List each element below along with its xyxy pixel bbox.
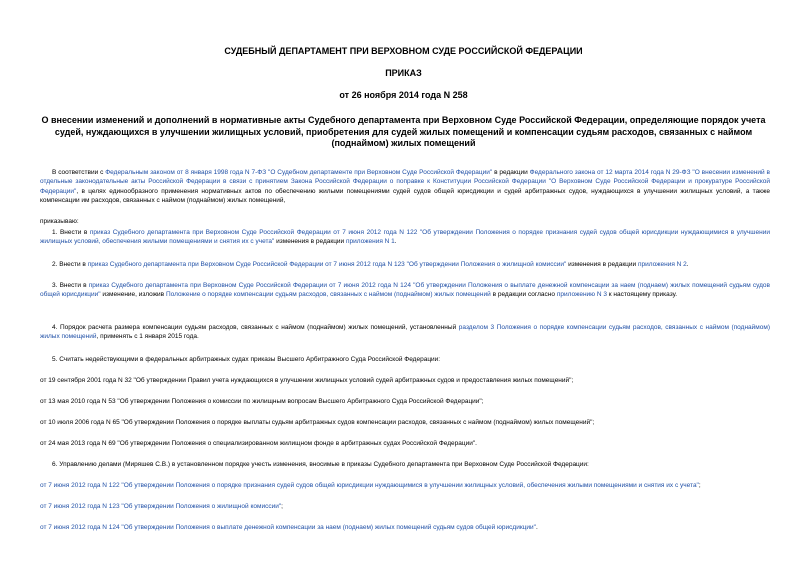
- item-2-text-2: изменения в редакции: [566, 261, 638, 268]
- item-3-text-4: к настоящему приказу.: [606, 291, 678, 299]
- appendix-3-link[interactable]: приложению N 3: [556, 291, 607, 299]
- amended-order-122-end: ;: [698, 482, 701, 489]
- amended-order-122-link[interactable]: от 7 июня 2012 года N 122 "Об утверждении Положения о порядке признания судей судов общей юрисдикции нуждающимися в улучшении жилищных условий, обеспечения жилыми помещениями и снятия их с учета": [40, 482, 699, 489]
- appendix-1-link[interactable]: приложения N 1: [345, 238, 395, 246]
- org-heading: СУДЕБНЫЙ ДЕПАРТАМЕНТ ПРИ ВЕРХОВНОМ СУДЕ РОССИЙСКОЙ ФЕДЕРАЦИИ: [224, 46, 583, 56]
- amended-order-124-end: .: [535, 524, 538, 531]
- doc-type-heading: ПРИКАЗ: [385, 68, 422, 78]
- revoked-order-2: от 13 мая 2010 года N 53 "Об утверждении Положения о комиссии по жилищным вопросам Высшего Арбитражного Суда Российской Федерации";: [40, 398, 484, 405]
- compensation-regulation-link[interactable]: Положение о порядке компенсации судьям расходов, связанных с наймом (поднаймом) жилых помещений: [165, 291, 491, 299]
- doc-title: О внесении изменений и дополнений в нормативные акты Судебного департамента при Верховном Суде Российской Федерации, определяющие порядок учета судей, нуждающихся в улучшении жилищных условий, приобретения для судей жилых помещений и компенсации судьям расходов, связанных с наймом (поднаймом) жилых помещений: [41, 115, 766, 149]
- revoked-order-4: от 24 мая 2013 года N 69 "Об утверждении Положения о специализированном жилищном фонде в арбитражных судах Российской Федерации".: [40, 440, 477, 447]
- item-5-paragraph: 5. Считать недействующими в федеральных арбитражных судах приказы Высшего Арбитражного Суда Российской Федерации:: [52, 356, 441, 363]
- order-123-link[interactable]: приказ Судебного департамента при Верховном Суде Российской Федерации от 7 июня 2012 года N 123 "Об утверждении Положения о жилищной комиссии": [87, 261, 567, 268]
- item-1-text-3: .: [394, 238, 397, 246]
- amended-order-124: [40, 523, 770, 532]
- item-2-paragraph: [40, 260, 770, 269]
- item-1-text-2: изменения в редакции: [274, 238, 346, 246]
- amended-order-124-link[interactable]: от 7 июня 2012 года N 124 "Об утверждении Положения о выплате денежной компенсации за наем (поднаем) жилых помещений судьям судов общей юрисдикции": [40, 524, 536, 531]
- revoked-order-3: от 10 июля 2006 года N 65 "Об утверждении Положения о порядке выплаты судьям арбитражных судов компенсации расходов, связанных с наймом (поднаймом) жилых помещений";: [40, 419, 595, 426]
- item-2-text-3: .: [686, 261, 689, 268]
- preamble-text-1: В соответствии с: [52, 169, 106, 176]
- order-122-link[interactable]: приказ Судебного департамента при Верховном Суде Российской Федерации от 7 июня 2012 года N 122 "Об утверждении Положения о порядке признания судей судов общей юрисдикции нуждающимися в улучшении жилищных условий, обеспечения жилыми помещениями и снятия их с учета": [40, 229, 770, 246]
- order-word: приказываю:: [40, 218, 79, 225]
- item-3-text-2: изменение, изложив: [100, 291, 166, 299]
- item-3-paragraph: [40, 281, 770, 300]
- amended-order-122: [40, 481, 770, 490]
- preamble-paragraph: [40, 168, 770, 205]
- preamble-text-3: , в целях единообразного применения нормативных актов по обеспечению жилыми помещениями судей судов общей юрисдикции и судей арбитражных судов, нуждающихся в улучшении жилищных условий, а также компенсации им расходов, связанных с наймом (поднаймом) жилых помещений,: [40, 187, 770, 204]
- amending-law-link[interactable]: Федерального закона от 12 марта 2014 года N 29-ФЗ "О внесении изменений в отдельные законодательные акты Российской Федерации в связи с принятием Закона Российской Федерации о поправке к Конституции Российской Федерации "О Верховном Суде Российской Федерации и прокуратуре Российской Федерации": [40, 169, 770, 195]
- item-3-text-3: в редакции согласно: [490, 291, 557, 299]
- item-4-paragraph: [40, 323, 770, 342]
- amended-order-123: [40, 502, 770, 511]
- item-3-text-1: 3. Внести в: [52, 282, 89, 289]
- order-124-link[interactable]: приказ Судебного департамента при Верховном Суде Российской Федерации от 7 июня 2012 года N 124 "Об утверждении Положения о выплате денежной компенсации за наем (поднаем) жилых помещений судьям судов общей юрисдикции": [40, 282, 770, 299]
- item-1-text-1: 1. Внести в: [52, 229, 90, 236]
- item-4-text-1: 4. Порядок расчета размера компенсации судьям расходов, связанных с наймом (поднаймом) жилых помещений, установленный: [52, 324, 459, 331]
- amended-order-123-end: ;: [281, 503, 283, 510]
- item-6-paragraph: 6. Управлению делами (Миряшев С.В.) в установленном порядке учесть изменения, вносимые в приказы Судебного департамента при Верховном Суде Российской Федерации:: [52, 461, 589, 468]
- item-4-text-2: , применять с 1 января 2015 года.: [96, 333, 199, 341]
- amended-order-123-link[interactable]: от 7 июня 2012 года N 123 "Об утверждении Положения о жилищной комиссии": [40, 503, 282, 510]
- section-3-link[interactable]: разделом 3 Положения о порядке компенсации судьям расходов, связанных с наймом (поднаймом) жилых помещений: [40, 324, 770, 341]
- item-2-text-1: 2. Внести в: [52, 261, 88, 268]
- federal-law-link[interactable]: Федеральным законом от 8 января 1998 года N 7-ФЗ "О Судебном департаменте при Верховном Суде Российской Федерации": [105, 169, 493, 176]
- item-1-paragraph: [40, 228, 770, 247]
- doc-date: от 26 ноября 2014 года N 258: [339, 90, 468, 100]
- appendix-2-link[interactable]: приложения N 2: [637, 261, 687, 268]
- revoked-order-1: от 19 сентября 2001 года N 32 "Об утверждении Правил учета нуждающихся в улучшении жилищных условий судей арбитражных судов и предоставления жилых помещений";: [40, 377, 574, 384]
- preamble-text-2: в редакции: [492, 169, 530, 176]
